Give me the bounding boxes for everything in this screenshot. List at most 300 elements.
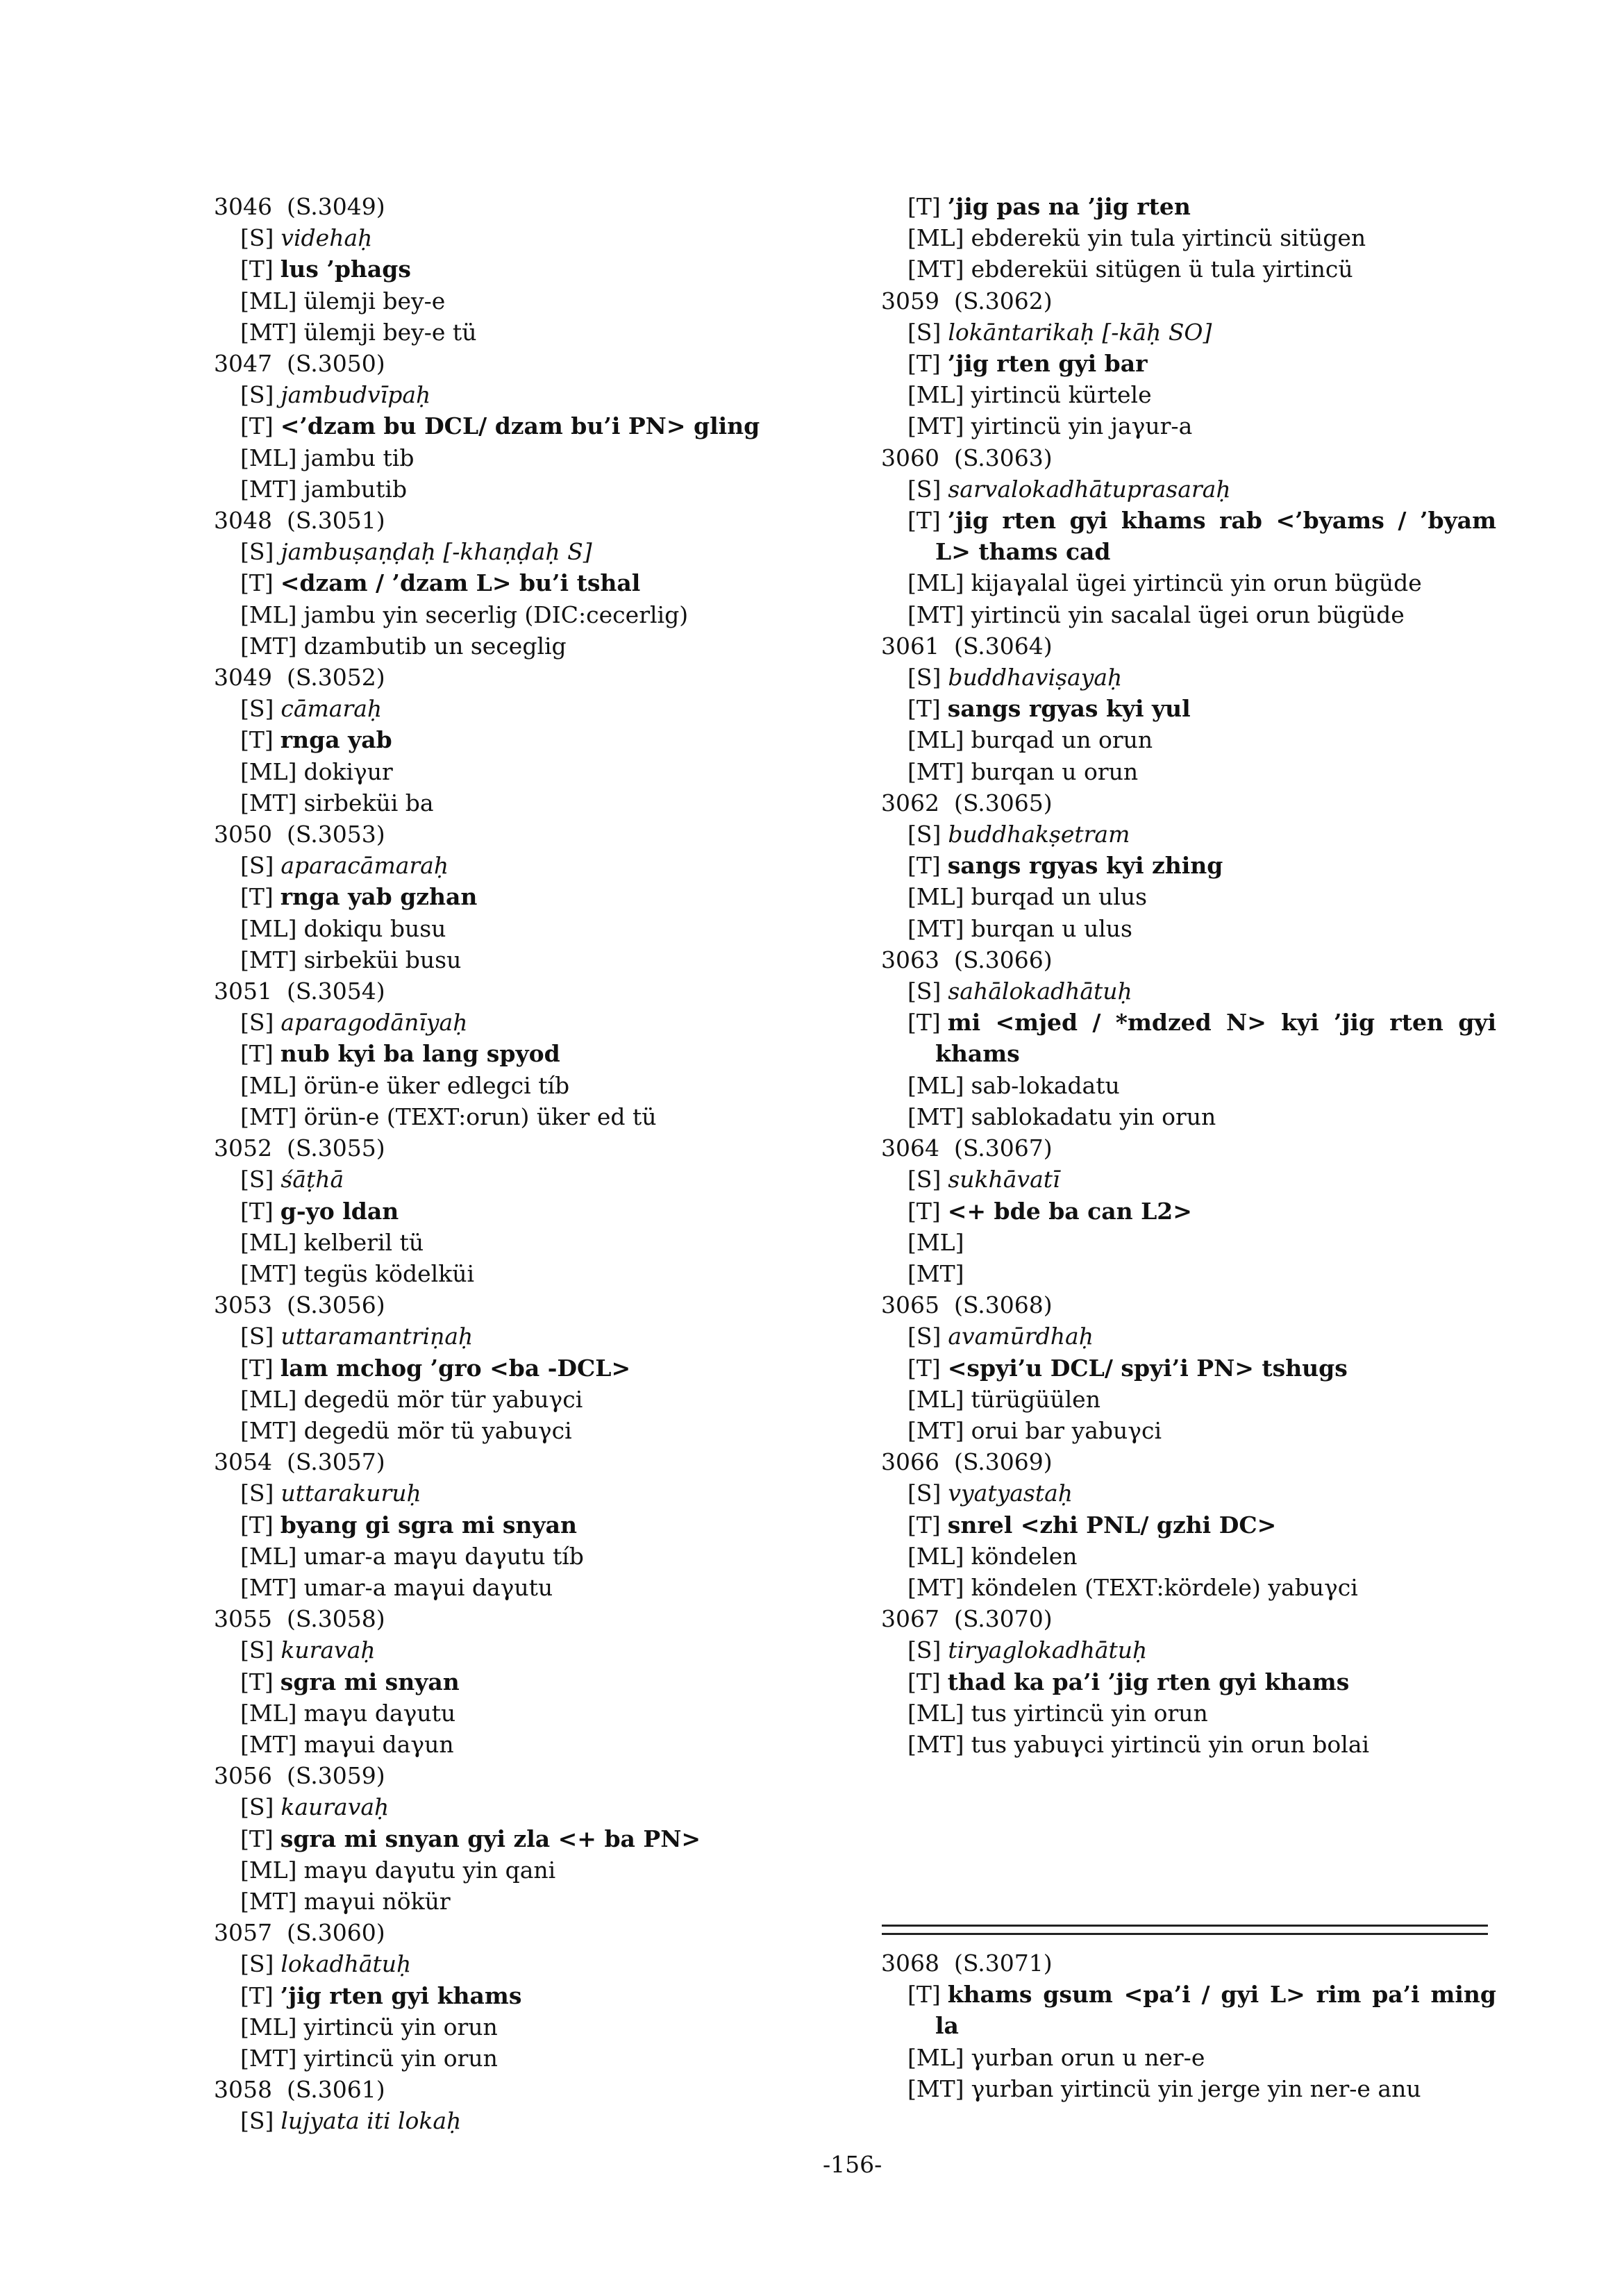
entry-number: 3066 — [881, 1448, 939, 1476]
entry-line-t — [907, 505, 1496, 567]
entry-line-t — [240, 881, 769, 912]
term-text: γurban yirtincü yin jerge yin ner-e anu — [971, 2075, 1421, 2102]
language-tag: [S] — [240, 1323, 274, 1350]
term-text: burqan u ulus — [971, 914, 1132, 942]
entry-header — [881, 442, 1496, 474]
term-text: buddhaviṣayaḥ — [948, 664, 1123, 692]
entry-line-ml — [240, 1070, 769, 1101]
language-tag: [MT] — [240, 1103, 297, 1130]
language-tag: [MT] — [907, 757, 964, 785]
entry-line-s — [240, 1634, 769, 1666]
dictionary-entry — [214, 191, 769, 348]
term-text: orui bar yabuγci — [971, 1416, 1162, 1444]
term-text: sablokadatu yin orun — [971, 1103, 1216, 1130]
entry-header — [214, 662, 769, 693]
entry-header — [214, 2074, 769, 2105]
term-text: lokadhātuḥ — [281, 1950, 412, 1978]
right-column — [881, 191, 1496, 1760]
term-text: yirtincü yin orun — [303, 2044, 498, 2072]
entry-line-t — [907, 1352, 1496, 1384]
entry-line-mt — [240, 630, 769, 662]
entry-number: 3056 — [214, 1762, 272, 1790]
term-text: aparacāmaraḥ — [281, 852, 449, 880]
entry-line-t — [907, 1509, 1496, 1541]
language-tag: [MT] — [240, 1416, 297, 1444]
language-tag: [MT] — [240, 475, 297, 503]
language-tag: [S] — [240, 224, 274, 252]
language-tag: [MT] — [907, 1416, 964, 1444]
term-text: ’jig pas na ’jig rten — [947, 193, 1191, 220]
term-text: avamūrdhaḥ — [948, 1323, 1094, 1350]
entry-line-t — [240, 1352, 769, 1384]
language-tag: [ML] — [240, 914, 297, 942]
term-text: sirbeküi ba — [303, 789, 434, 816]
entry-header — [881, 1947, 1496, 1979]
entry-line-t — [240, 1980, 769, 2011]
entry-line-s — [240, 850, 769, 881]
term-text: vyatyastaḥ — [948, 1480, 1073, 1507]
entry-line-mt — [240, 1258, 769, 1289]
language-tag: [MT] — [907, 1103, 964, 1130]
dictionary-entry — [214, 1760, 769, 1917]
language-tag: [T] — [240, 1197, 274, 1225]
term-text: jambuṣaṇḍaḥ [-khaṇḍaḥ S] — [281, 538, 592, 566]
entry-line-t — [907, 1666, 1496, 1698]
term-text: lujyata iti lokaḥ — [281, 2107, 462, 2135]
term-text: ülemji bey-e — [303, 287, 446, 315]
language-tag: [ML] — [240, 1071, 297, 1099]
language-tag: [S] — [907, 1323, 941, 1350]
term-text: <+ bde ba can L2> — [947, 1197, 1192, 1225]
language-tag: [T] — [240, 1981, 274, 2009]
entry-line-ml — [240, 2011, 769, 2043]
term-text: thad ka pa’i ’jig rten gyi khams — [947, 1668, 1350, 1695]
entry-line-mt — [907, 913, 1496, 944]
term-text: kijaγalal ügei yirtincü yin orun bügüde — [971, 569, 1422, 597]
language-tag: [T] — [240, 255, 274, 283]
term-text: sangs rgyas kyi yul — [947, 695, 1191, 723]
language-tag: [ML] — [907, 726, 964, 754]
term-text: rnga yab — [280, 726, 392, 754]
language-tag: [T] — [240, 1354, 274, 1382]
entry-reference: (S.3057) — [286, 1448, 385, 1476]
entry-number: 3061 — [881, 632, 939, 660]
entry-reference: (S.3071) — [953, 1950, 1053, 1977]
bottom-section — [881, 1947, 1496, 2104]
term-text: ’jig rten gyi khams — [280, 1981, 522, 2009]
language-tag: [T] — [240, 726, 274, 754]
language-tag: [MT] — [240, 318, 297, 346]
term-text: kuravaḥ — [281, 1636, 376, 1664]
term-text: sarvalokadhātuprasaraḥ — [948, 475, 1231, 503]
language-tag: [MT] — [240, 1259, 297, 1287]
language-tag: [MT] — [907, 914, 964, 942]
entry-line-ml — [907, 2042, 1496, 2073]
language-tag: [ML] — [240, 757, 297, 785]
entry-line-mt — [240, 944, 769, 975]
entry-line-ml — [240, 1384, 769, 1415]
language-tag: [S] — [907, 1480, 941, 1507]
language-tag: [MT] — [907, 601, 964, 628]
entry-line-s — [907, 1477, 1496, 1509]
language-tag: [T] — [240, 1825, 274, 1852]
language-tag: [T] — [907, 1668, 941, 1695]
entry-line-s — [240, 1477, 769, 1509]
dictionary-entry — [214, 1132, 769, 1289]
entry-line-t — [240, 410, 769, 442]
entry-header — [214, 1603, 769, 1634]
language-tag: [S] — [240, 1480, 274, 1507]
language-tag: [S] — [240, 1950, 274, 1978]
language-tag: [S] — [907, 1166, 941, 1193]
separator-rule-bottom — [882, 1933, 1488, 1935]
language-tag: [S] — [240, 1009, 274, 1037]
entry-line-s — [907, 1164, 1496, 1195]
term-text: burqad un orun — [971, 726, 1153, 754]
dictionary-entry — [214, 1603, 769, 1760]
separator-rule-top — [882, 1925, 1488, 1927]
entry-line-t — [907, 348, 1496, 379]
language-tag: [ML] — [907, 569, 964, 597]
term-text: kelberil tü — [303, 1228, 424, 1256]
language-tag: [MT] — [240, 789, 297, 816]
entry-header — [881, 1446, 1496, 1477]
entry-number: 3055 — [214, 1605, 272, 1633]
term-text: maγui daγun — [303, 1730, 454, 1758]
entry-number: 3067 — [881, 1605, 939, 1633]
language-tag: [ML] — [907, 2043, 964, 2071]
dictionary-entry — [214, 1446, 769, 1603]
entry-line-ml — [240, 442, 769, 474]
language-tag: [S] — [907, 821, 941, 848]
term-text: tiryaglokadhātuḥ — [948, 1636, 1148, 1664]
entry-line-ml — [240, 599, 769, 630]
entry-header — [214, 1446, 769, 1477]
entry-line-mt — [240, 787, 769, 819]
language-tag: [ML] — [240, 1228, 297, 1256]
entry-header — [881, 1289, 1496, 1321]
language-tag: [T] — [907, 1981, 941, 2009]
term-text: tus yirtincü yin orun — [971, 1699, 1208, 1727]
entry-number: 3058 — [214, 2076, 272, 2104]
term-text: degedü mör tür yabuγci — [303, 1385, 583, 1413]
term-text: örün-e üker edlegci tíb — [303, 1071, 570, 1099]
entry-header — [214, 505, 769, 536]
language-tag: [ML] — [240, 1542, 297, 1570]
dictionary-entry — [881, 1947, 1496, 2104]
entry-line-s — [240, 1164, 769, 1195]
term-text: ebdereküi sitügen ü tula yirtincü — [971, 255, 1353, 283]
entry-line-t — [907, 1007, 1496, 1069]
term-text: buddhakṣetram — [948, 821, 1130, 848]
term-text: mi <mjed / *mdzed N> kyi ’jig rten gyi khams — [935, 1009, 1496, 1068]
language-tag: [T] — [240, 1668, 274, 1695]
dictionary-entry — [881, 1132, 1496, 1289]
entry-line-s — [240, 1321, 769, 1352]
language-tag: [ML] — [240, 1699, 297, 1727]
entry-line-mt — [240, 1729, 769, 1760]
language-tag: [MT] — [907, 412, 964, 440]
term-text: maγui nökür — [303, 1887, 451, 1915]
dictionary-entry — [214, 1289, 769, 1446]
entry-header — [214, 975, 769, 1007]
language-tag: [T] — [240, 1040, 274, 1068]
language-tag: [S] — [240, 381, 274, 409]
language-tag: [MT] — [240, 2044, 297, 2072]
term-text: jambu tib — [303, 444, 415, 471]
entry-number: 3062 — [881, 789, 939, 816]
language-tag: [S] — [240, 1793, 274, 1821]
language-tag: [MT] — [907, 255, 964, 283]
entry-line-s — [240, 536, 769, 567]
term-text: dzambutib un seceglig — [303, 632, 567, 660]
entry-number: 3052 — [214, 1134, 272, 1162]
language-tag: [MT] — [240, 632, 297, 660]
term-text: burqan u orun — [971, 757, 1139, 785]
language-tag: [T] — [240, 412, 274, 440]
language-tag: [T] — [907, 695, 941, 723]
entry-line-mt — [240, 1415, 769, 1446]
entry-reference: (S.3063) — [953, 444, 1053, 471]
term-text: maγu daγutu yin qani — [303, 1856, 556, 1884]
entry-number: 3048 — [214, 507, 272, 535]
entry-line-s — [240, 2105, 769, 2136]
dictionary-entry — [881, 191, 1496, 285]
term-text: rnga yab gzhan — [280, 883, 478, 911]
term-text: jambu yin secerlig (DIC:cecerlig) — [303, 601, 689, 628]
term-text: lokāntarikaḥ [-kāḥ SO] — [948, 318, 1212, 346]
entry-line-mt — [240, 317, 769, 348]
term-text: dokiqu busu — [303, 914, 446, 942]
language-tag: [ML] — [240, 2013, 297, 2041]
entry-line-mt — [907, 410, 1496, 442]
entry-header — [214, 191, 769, 222]
entry-reference: (S.3070) — [953, 1605, 1053, 1633]
entry-line-ml — [907, 1698, 1496, 1729]
term-text: türügüülen — [971, 1385, 1100, 1413]
dictionary-entry — [881, 1289, 1496, 1446]
language-tag: [ML] — [907, 1385, 964, 1413]
term-text: köndelen (TEXT:kördele) yabuγci — [971, 1573, 1358, 1601]
entry-line-ml — [240, 1698, 769, 1729]
entry-line-s — [240, 222, 769, 253]
entry-line-ml — [907, 1541, 1496, 1572]
dictionary-entry — [214, 348, 769, 505]
entry-line-t — [907, 1979, 1496, 2041]
entry-line-s — [240, 1007, 769, 1038]
language-tag: [T] — [907, 852, 941, 880]
entry-line-t — [907, 693, 1496, 724]
entry-reference: (S.3051) — [286, 507, 385, 535]
dictionary-entry — [881, 944, 1496, 1132]
term-text: ülemji bey-e tü — [303, 318, 477, 346]
language-tag: [T] — [907, 1009, 941, 1037]
dictionary-entry — [881, 442, 1496, 630]
dictionary-entry — [214, 505, 769, 662]
entry-reference: (S.3052) — [286, 664, 385, 692]
term-text: örün-e (TEXT:orun) üker ed tü — [303, 1103, 657, 1130]
entry-reference: (S.3066) — [953, 946, 1053, 973]
dictionary-entry — [881, 285, 1496, 442]
term-text: yirtincü yin jaγur-a — [971, 412, 1193, 440]
language-tag: [S] — [907, 475, 941, 503]
page-number: -156- — [823, 2151, 882, 2178]
entry-header — [214, 348, 769, 379]
term-text: dokiγur — [303, 757, 393, 785]
entry-line-s — [907, 975, 1496, 1007]
entry-line-mt — [240, 1101, 769, 1132]
language-tag: [T] — [240, 883, 274, 911]
entry-number: 3046 — [214, 193, 272, 220]
language-tag: [T] — [907, 1511, 941, 1539]
entry-line-ml — [907, 1384, 1496, 1415]
entry-header — [881, 285, 1496, 317]
entry-line-mt — [907, 1258, 1496, 1289]
dictionary-entry — [881, 1446, 1496, 1603]
term-text: snrel <zhi PNL/ gzhi DC> — [947, 1511, 1277, 1539]
entry-reference: (S.3062) — [953, 287, 1053, 315]
entry-number: 3060 — [881, 444, 939, 471]
entry-header — [214, 1917, 769, 1948]
entry-number: 3057 — [214, 1919, 272, 1947]
language-tag: [ML] — [907, 381, 964, 409]
language-tag: [S] — [240, 852, 274, 880]
entry-line-ml — [907, 1070, 1496, 1101]
term-text: sab-lokadatu — [971, 1071, 1120, 1099]
entry-line-t — [240, 253, 769, 285]
term-text: degedü mör tü yabuγci — [303, 1416, 572, 1444]
language-tag: [MT] — [240, 1730, 297, 1758]
entry-reference: (S.3053) — [286, 821, 385, 848]
entry-line-s — [907, 1634, 1496, 1666]
language-tag: [S] — [907, 1636, 941, 1664]
dictionary-entry — [881, 787, 1496, 944]
entry-reference: (S.3068) — [953, 1291, 1053, 1319]
language-tag: [S] — [907, 664, 941, 692]
term-text: nub kyi ba lang spyod — [280, 1040, 560, 1068]
term-text: sgra mi snyan — [280, 1668, 460, 1695]
entry-number: 3054 — [214, 1448, 272, 1476]
entry-line-mt — [907, 599, 1496, 630]
entry-reference: (S.3065) — [953, 789, 1053, 816]
entry-line-s — [907, 474, 1496, 505]
language-tag: [S] — [240, 695, 274, 723]
language-tag: [ML] — [907, 1071, 964, 1099]
entry-reference: (S.3060) — [286, 1919, 385, 1947]
term-text: jambudvīpaḥ — [281, 381, 431, 409]
entry-line-s — [240, 1791, 769, 1822]
term-text: sahālokadhātuḥ — [948, 978, 1132, 1005]
term-text: <dzam / ’dzam L> bu’i tshal — [280, 569, 641, 597]
entry-line-t — [240, 567, 769, 598]
language-tag: [MT] — [907, 1573, 964, 1601]
term-text: burqad un ulus — [971, 883, 1148, 911]
entry-line-ml — [240, 1227, 769, 1258]
entry-reference: (S.3069) — [953, 1448, 1053, 1476]
entry-line-t — [907, 850, 1496, 881]
term-text: khams gsum <pa’i / gyi L> rim pa’i ming la — [935, 1981, 1496, 2040]
term-text: sgra mi snyan gyi zla <+ ba PN> — [280, 1825, 701, 1852]
term-text: kauravaḥ — [281, 1793, 390, 1821]
entry-line-mt — [907, 1101, 1496, 1132]
entry-number: 3064 — [881, 1134, 939, 1162]
dictionary-entry — [214, 2074, 769, 2136]
term-text: sukhāvatī — [948, 1166, 1060, 1193]
entry-line-t — [907, 1196, 1496, 1227]
entry-number: 3047 — [214, 350, 272, 378]
entry-line-s — [907, 1321, 1496, 1352]
entry-line-mt — [240, 2043, 769, 2074]
term-text: maγu daγutu — [303, 1699, 456, 1727]
term-text: lus ’phags — [280, 255, 411, 283]
entry-reference: (S.3061) — [286, 2076, 385, 2104]
entry-line-mt — [907, 756, 1496, 787]
dictionary-entry — [214, 819, 769, 975]
entry-line-t — [240, 1038, 769, 1069]
term-text: sirbeküi busu — [303, 946, 462, 973]
language-tag: [S] — [907, 318, 941, 346]
language-tag: [S] — [240, 1636, 274, 1664]
entry-line-mt — [907, 1572, 1496, 1603]
language-tag: [T] — [907, 193, 941, 220]
entry-reference: (S.3050) — [286, 350, 385, 378]
entry-line-ml — [240, 1541, 769, 1572]
entry-line-s — [240, 1948, 769, 1979]
entry-header — [214, 1132, 769, 1164]
entry-line-ml — [240, 756, 769, 787]
term-text: yirtincü yin orun — [303, 2013, 498, 2041]
term-text: ’jig rten gyi bar — [947, 350, 1148, 378]
entry-line-ml — [240, 285, 769, 317]
term-text: videhaḥ — [281, 224, 373, 252]
language-tag: [T] — [907, 350, 941, 378]
language-tag: [MT] — [907, 1259, 964, 1287]
language-tag: [T] — [907, 1354, 941, 1382]
term-text: umar-a maγui daγutu — [303, 1573, 553, 1601]
language-tag: [MT] — [907, 2075, 964, 2102]
language-tag: [ML] — [907, 883, 964, 911]
entry-line-s — [907, 819, 1496, 850]
entry-reference: (S.3064) — [953, 632, 1053, 660]
term-text: köndelen — [971, 1542, 1078, 1570]
entry-header — [881, 944, 1496, 975]
entry-line-mt — [907, 253, 1496, 285]
entry-line-ml — [907, 724, 1496, 755]
language-tag: [MT] — [907, 1730, 964, 1758]
term-text: <spyi’u DCL/ spyi’i PN> tshugs — [947, 1354, 1348, 1382]
term-text: uttaramantriṇaḥ — [281, 1323, 474, 1350]
entry-number: 3059 — [881, 287, 939, 315]
term-text: <’dzam bu DCL/ dzam bu’i PN> gling — [280, 412, 760, 440]
entry-line-mt — [907, 1729, 1496, 1760]
entry-line-ml — [240, 913, 769, 944]
left-column — [214, 191, 769, 2137]
entry-reference: (S.3056) — [286, 1291, 385, 1319]
term-text: ’jig rten gyi khams rab <’byams / ’byam L> thams cad — [935, 507, 1496, 566]
term-text: g-yo ldan — [280, 1197, 399, 1225]
entry-line-ml — [907, 881, 1496, 912]
entry-line-t — [240, 724, 769, 755]
entry-line-ml — [240, 1854, 769, 1886]
language-tag: [ML] — [240, 601, 297, 628]
language-tag: [ML] — [240, 287, 297, 315]
entry-line-mt — [907, 1415, 1496, 1446]
entry-line-t — [240, 1509, 769, 1541]
language-tag: [T] — [907, 1197, 941, 1225]
dictionary-entry — [214, 662, 769, 819]
language-tag: [ML] — [240, 444, 297, 471]
dictionary-entry — [881, 1603, 1496, 1760]
